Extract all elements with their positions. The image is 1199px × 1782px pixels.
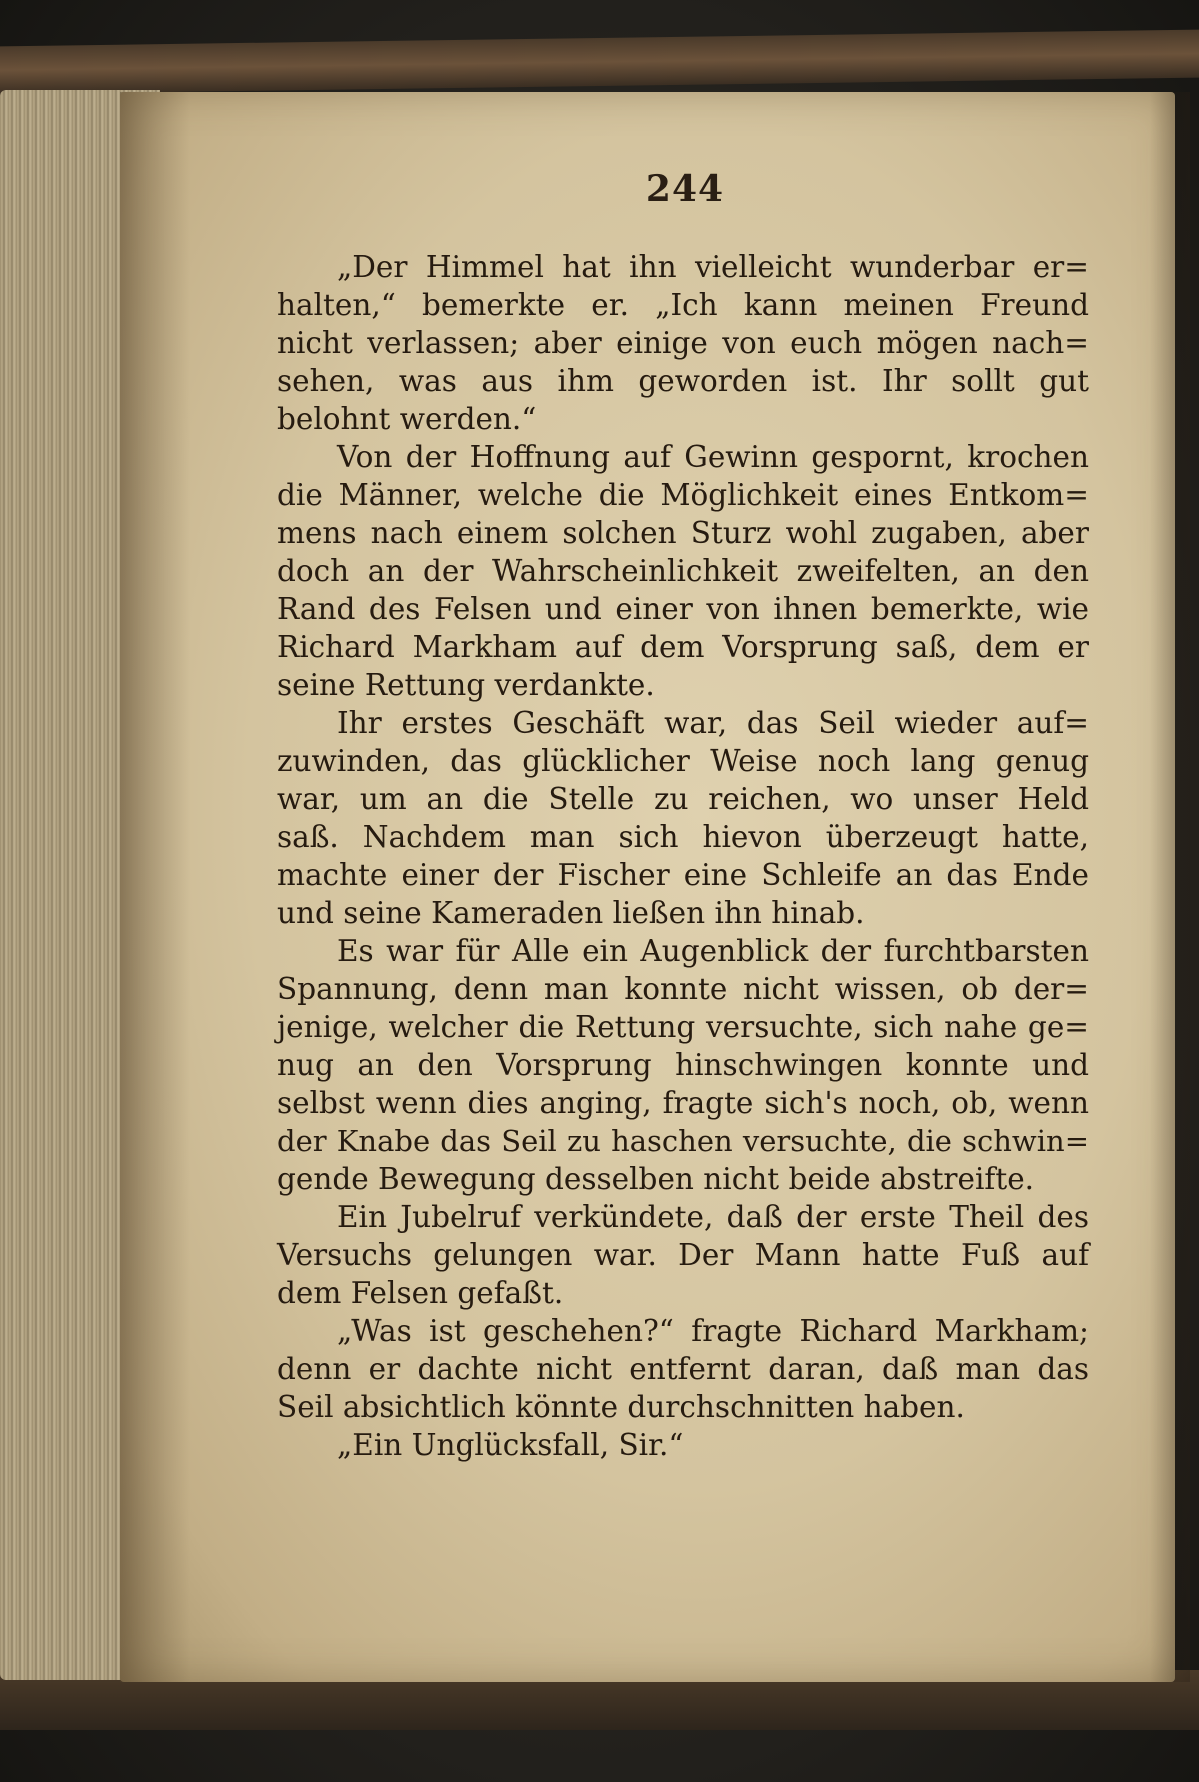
- text-line: war, um an die Stelle zu reichen, wo unser Held: [277, 782, 1089, 816]
- text-line: Rand des Felsen und einer von ihnen bemerkte, wie: [277, 592, 1089, 626]
- text-line: belohnt werden.“: [277, 402, 537, 436]
- text-line: jenige, welcher die Rettung versuchte, sich nahe ge=: [277, 1010, 1089, 1044]
- gutter-shadow: [120, 92, 190, 1682]
- text-line: seine Rettung verdankte.: [277, 668, 655, 702]
- text-line: Es war für Alle ein Augenblick der furchtbarsten: [337, 934, 1089, 968]
- body-text: [277, 248, 1089, 1464]
- text-line: nug an den Vorsprung hinschwingen konnte und: [277, 1048, 1089, 1082]
- text-line: gende Bewegung desselben nicht beide abstreifte.: [277, 1162, 1035, 1196]
- text-line: „Was ist geschehen?“ fragte Richard Markham;: [337, 1314, 1089, 1348]
- text-line: Von der Hoffnung auf Gewinn gespornt, krochen: [337, 440, 1089, 474]
- text-line: und seine Kameraden ließen ihn hinab.: [277, 896, 865, 930]
- page-right-edge: [1150, 92, 1190, 1682]
- text-line: Richard Markham auf dem Vorsprung saß, dem er: [277, 630, 1089, 664]
- text-line: halten,“ bemerkte er. „Ich kann meinen Freund: [277, 288, 1089, 322]
- text-line: „Der Himmel hat ihn vielleicht wunderbar er=: [337, 250, 1089, 284]
- text-line: „Ein Unglücksfall, Sir.“: [337, 1428, 684, 1462]
- text-line: selbst wenn dies anging, fragte sich's noch, ob, wenn: [277, 1086, 1089, 1120]
- text-line: machte einer der Fischer eine Schleife an das Ende: [277, 858, 1089, 892]
- text-line: Spannung, denn man konnte nicht wissen, ob der=: [277, 972, 1089, 1006]
- text-line: der Knabe das Seil zu haschen versuchte, die schwin=: [277, 1124, 1089, 1158]
- text-line: denn er dachte nicht entfernt daran, daß man das: [277, 1352, 1089, 1386]
- text-line: Seil absichtlich könnte durchschnitten haben.: [277, 1390, 965, 1424]
- text-line: zuwinden, das glücklicher Weise noch lang genug: [277, 744, 1089, 778]
- text-line: Ein Jubelruf verkündete, daß der erste Theil des: [337, 1200, 1089, 1234]
- text-line: saß. Nachdem man sich hievon überzeugt hatte,: [277, 820, 1089, 854]
- page-number: 244: [645, 168, 725, 210]
- text-line: dem Felsen gefaßt.: [277, 1276, 564, 1310]
- text-line: sehen, was aus ihm geworden ist. Ihr sollt gut: [277, 364, 1089, 398]
- text-line: mens nach einem solchen Sturz wohl zugaben, aber: [277, 516, 1089, 550]
- text-line: Versuchs gelungen war. Der Mann hatte Fuß auf: [277, 1238, 1089, 1272]
- text-line: doch an der Wahrscheinlichkeit zweifelten, an den: [277, 554, 1089, 588]
- text-line: nicht verlassen; aber einige von euch mögen nach=: [277, 326, 1089, 360]
- text-line: die Männer, welche die Möglichkeit eines Entkom=: [277, 478, 1089, 512]
- text-line: Ihr erstes Geschäft war, das Seil wieder auf=: [337, 706, 1089, 740]
